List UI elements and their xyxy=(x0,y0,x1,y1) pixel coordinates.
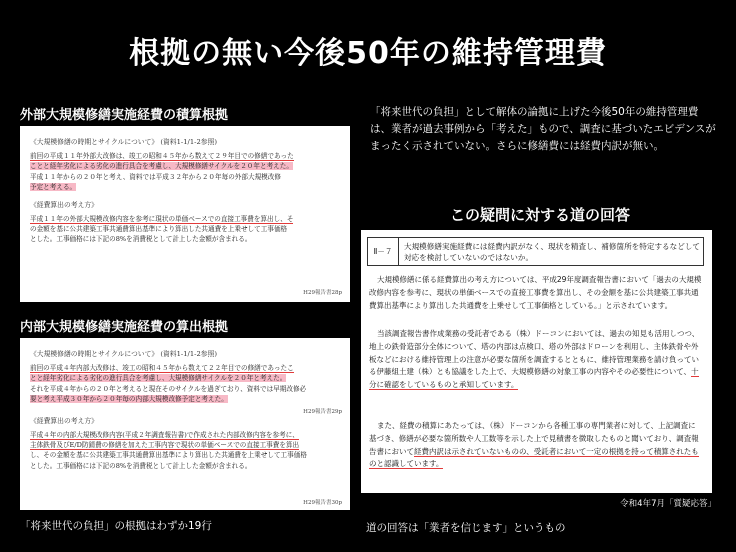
doc-line: 平成４年の内部大規模改修内容(平成２年調査報告書)で作成された内部改修内容を参考に、 xyxy=(30,430,299,439)
doc-line: それを平成４年からの２０年と考えると現在そのサイクルを過ぎており、資料では早期改修必 xyxy=(30,384,307,393)
caption-right: 道の回答は「業者を信じます」というもの xyxy=(366,522,566,534)
question-box xyxy=(367,237,704,266)
answer-doc xyxy=(361,230,712,493)
source-ref: H29報告書29p xyxy=(303,408,342,415)
question-number: Ⅱ－７ xyxy=(368,238,399,265)
source-ref: H29報告書30p xyxy=(303,500,342,506)
external-repair-doc xyxy=(20,126,350,302)
answer-title: この疑問に対する道の回答 xyxy=(449,206,630,224)
doc-heading: 《経費算出の考え方》 xyxy=(30,200,98,209)
internal-repair-doc xyxy=(20,338,350,510)
doc-line: 平成１１年の外部大規模改修内容を参考に現状の単価ベースでの直接工事費を算出し、そ xyxy=(30,214,294,223)
caption-left: 「将来世代の負担」の根拠はわずか19行 xyxy=(20,520,212,532)
doc-line: とと経年劣化による劣化の進行具合を考慮し、大規模修繕サイクルを２０年と考えた。 xyxy=(30,374,287,383)
doc-line: とした。工事価格には下記の8%を消費税として計上した金額が含まれる。 xyxy=(30,235,252,244)
doc-line: 予定と考える。 xyxy=(30,183,77,192)
question-text: 大規模修繕実施経費には経費内訳がなく、現状を精査し、補修箇所を特定するなどして対応を検討していないのではないか。 xyxy=(404,242,700,262)
answer-paragraph-1: 大規模修繕に係る経費算出の考え方については、平成29年度調査報告書において「過去の大規模改修内容を参考に、現状の単価ベースでの直接工事費を算出し、その金額を基に公共建築工事共通費算出基準により算出した共通費を上乗せして工事価格としている。」と示されています。 xyxy=(369,275,702,310)
source-ref: H29報告書28p xyxy=(303,290,342,296)
answer-paragraph-2: 当該調査報告書作成業務の受託者である（株）ドーコンにおいては、過去の知見も活用しつつ、地上の鉄骨造部分全体について、塔の内部は点検口、塔の外部はドローンを利用し、主体鉄骨や外板などにおける維持管理上の注意が必要な箇所を調査するとともに、維持管理業務を請け負っている伊藤組土建（株）とも協議をした上で、大規模修繕の対象工事の内容やその必要性について、十分に確認をしているものと承知しています。 xyxy=(369,329,700,390)
doc-line: 前回の平成１１年外部大改修は、竣工の昭和４５年から数えて２９年目での修繕であった xyxy=(30,152,294,160)
doc-line: とした。工事価格には下記の8%を消費税として計上した金額が含まれる。 xyxy=(30,461,252,470)
answer-date: 令和4年7月「質疑応答」 xyxy=(620,499,716,509)
doc-heading: 《経費算出の考え方》 xyxy=(30,416,98,425)
doc-heading: 《大規模修繕の時期とサイクルについて》 (資料1-1/1-2参照) xyxy=(30,138,218,146)
doc-line: の金額を基に公共建築工事共通費算出基準により算出した共通費を上乗せして工事価格 xyxy=(30,225,288,234)
page-title: 根拠の無い今後50年の維持管理費 xyxy=(129,36,607,71)
doc-heading: 《大規模修繕の時期とサイクルについて》 (資料1-1/1-2参照) xyxy=(30,350,218,358)
critique-text: 「将来世代の負担」として解体の論拠に上げた今後50年の維持管理費は、業者が過去事例から「考えた」もので、調査に基づいたエビデンスがまったく示されていない。さらに修繕費には経費内訳が無い。 xyxy=(370,106,716,152)
doc-line: 要と考え平成３０年から２０年毎の内部大規模改修予定と考えた。 xyxy=(30,395,228,404)
answer-paragraph-3: また、経費の積算にあたっては、（株）ドーコンから各種工事の専門業者に対して、上記調査に基づき、修繕が必要な箇所数や人工数等を示した上で見積書を徴取したものと聞いており、調査報告書において経費内訳は示されていないものの、受託者において一定の根拠を持って積算されたものと認識しています。 xyxy=(369,421,699,469)
external-repair-label: 外部大規模修繕実施経費の積算根拠 xyxy=(20,108,229,123)
doc-line: 平成１１年からの２０年と考え、資料では平成３２年から２０年毎の外部大規模改修 xyxy=(30,172,281,181)
internal-repair-label: 内部大規模修繕実施経費の算出根拠 xyxy=(20,320,229,335)
doc-line: ことと経年劣化による劣化の進行具合を考慮し、大規模修繕サイクルを２０年と考えた。 xyxy=(30,162,293,171)
doc-line: 主体鉄骨及びE/D防錆費の修繕を加えた工事内容で現状の単価ベースでの直接工事費を算出 xyxy=(30,441,300,450)
doc-line: し、その金額を基に公共建築工事共通費算出基準により算出した共通費を上乗せして工事価格 xyxy=(30,451,307,460)
doc-line: 前回の平成４年内部大改修は、竣工の昭和４５年から数えて２２年目での修繕であったこ xyxy=(30,364,294,372)
